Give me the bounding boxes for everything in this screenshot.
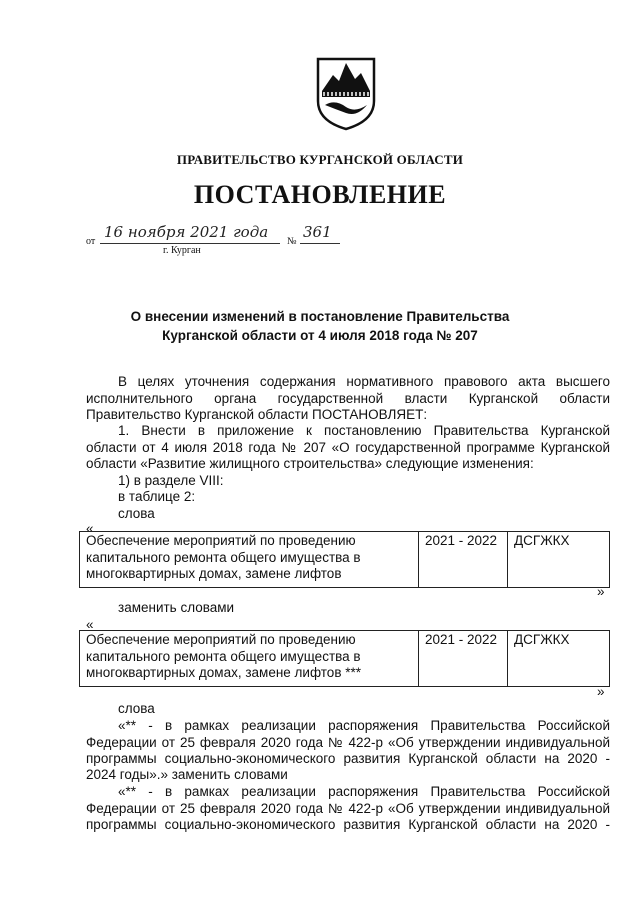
text-line: Федерации от 25 февраля 2020 года № 422-р «Об утверждении индивидуальной xyxy=(86,734,610,750)
table-cell-executor: ДСГЖКХ xyxy=(508,532,610,588)
text-line: 2024 годы».» заменить словами xyxy=(86,767,288,782)
cell-line: многоквартирных домах, замене лифтов xyxy=(86,566,342,581)
cell-line: многоквартирных домах, замене лифтов *** xyxy=(86,665,361,680)
text-line: Правительство Курганской области ПОСТАНОВЛЯЕТ: xyxy=(86,407,428,422)
document-heading xyxy=(0,307,640,345)
table-row xyxy=(80,532,610,588)
coat-of-arms-emblem xyxy=(315,57,377,131)
table-old-wording xyxy=(79,531,610,588)
table-cell-executor: ДСГЖКХ xyxy=(508,631,610,687)
text-line: области «Развитие жилищного строительства» следующие изменения: xyxy=(86,456,534,471)
cell-line: капитального ремонта общего имущества в xyxy=(86,648,361,664)
text-line: в таблице 2: xyxy=(118,489,196,504)
text-line: «** - в рамках реализации распоряжения Правительства Российской xyxy=(118,718,610,733)
date-handwritten: 16 ноября 2021 года xyxy=(104,223,269,241)
text-line: области от 4 июля 2018 года № 207 «О государственной программе Курганской xyxy=(86,439,610,455)
table-cell-period: 2021 - 2022 xyxy=(419,532,508,588)
text-line: слова xyxy=(118,506,155,521)
number-sign: № xyxy=(287,236,297,247)
text-line: «** - в рамках реализации распоряжения Правительства Российской xyxy=(118,784,610,799)
close-quote: » xyxy=(597,584,605,599)
text-line: заменить словами xyxy=(118,600,235,615)
table-new-wording xyxy=(79,630,610,687)
close-quote: » xyxy=(597,684,605,699)
table-row xyxy=(80,631,610,687)
paragraph-preamble xyxy=(86,374,610,407)
cell-line: капитального ремонта общего имущества в xyxy=(86,549,361,565)
government-name: ПРАВИТЕЛЬСТВО КУРГАНСКОЙ ОБЛАСТИ xyxy=(176,152,464,167)
paragraph-footnote-new xyxy=(86,784,610,834)
date-underline xyxy=(100,243,280,244)
text-line: исполнительного органа государственной власти Курганской области xyxy=(86,390,610,406)
date-prefix: от xyxy=(86,236,96,247)
paragraph-footnote-old xyxy=(86,718,610,768)
table-cell-event xyxy=(80,631,419,687)
paragraph-item-1 xyxy=(86,423,610,456)
number-handwritten: 361 xyxy=(303,223,332,241)
cell-line: Обеспечение мероприятий по проведению xyxy=(86,632,356,647)
open-quote: « xyxy=(86,521,94,536)
document-type-title: ПОСТАНОВЛЕНИЕ xyxy=(193,180,447,209)
table-cell-period: 2021 - 2022 xyxy=(419,631,508,687)
text-line: программы социально-экономического развития Курганской области на 2020 - xyxy=(86,817,610,832)
place-name: г. Курган xyxy=(163,245,201,256)
text-line: 1. Внести в приложение к постановлению Правительства Курганской xyxy=(118,423,610,438)
heading-line-1: О внесении изменений в постановление Правительства xyxy=(130,309,510,324)
text-line: 1) в разделе VIII: xyxy=(118,473,224,488)
text-line: Федерации от 25 февраля 2020 года № 422-р «Об утверждении индивидуальной xyxy=(86,800,610,816)
text-line: В целях уточнения содержания нормативного правового акта высшего xyxy=(118,374,610,389)
open-quote: « xyxy=(86,617,94,632)
table-cell-event xyxy=(80,532,419,588)
text-line: программы социально-экономического развития Курганской области на 2020 - xyxy=(86,751,610,766)
text-line: слова xyxy=(118,701,155,716)
cell-line: Обеспечение мероприятий по проведению xyxy=(86,533,356,548)
heading-line-2: Курганской области от 4 июля 2018 года № 207 xyxy=(162,328,478,343)
number-underline xyxy=(300,243,340,244)
